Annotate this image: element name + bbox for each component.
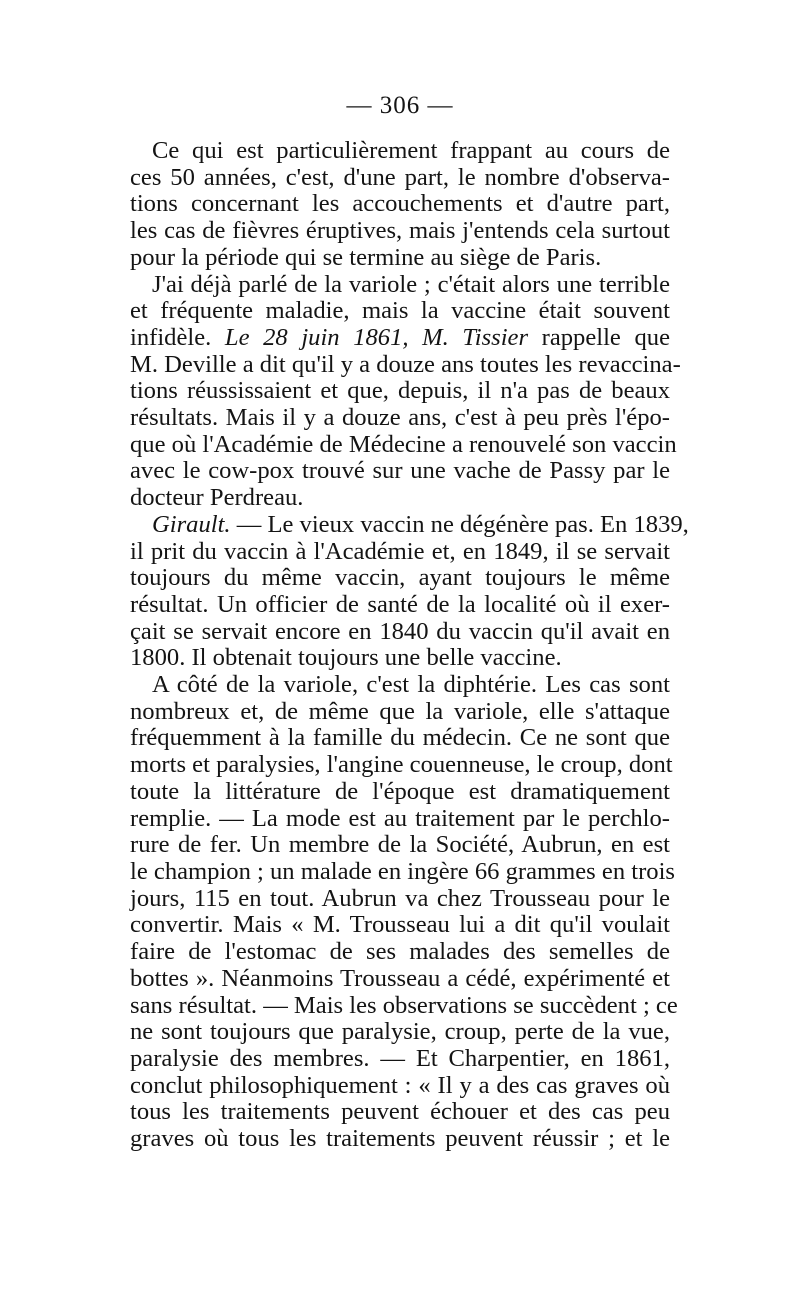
text-line: résultats. Mais il y a douze ans, c'est à peu près l'épo-	[130, 404, 670, 432]
text-line: toute la littérature de l'époque est dramatiquement	[130, 777, 670, 805]
text-line: A côté de la variole, c'est la diphtérie. Les cas sont	[152, 671, 670, 699]
text-line: J'ai déjà parlé de la variole ; c'était alors une terrible	[152, 270, 670, 298]
text-line: faire de l'estomac de ses malades des semelles de	[130, 938, 670, 966]
text-line: sans résultat. — Mais les observations se succèdent ; ce	[130, 991, 678, 1019]
text-line: que où l'Académie de Médecine a renouvelé son vaccin	[130, 430, 677, 458]
text-line: ne sont toujours que paralysie, croup, perte de la vue,	[130, 1018, 670, 1046]
text-line: jours, 115 en tout. Aubrun va chez Trousseau pour le	[130, 884, 670, 912]
text-line: bottes ». Néanmoins Trousseau a cédé, expérimenté et	[130, 964, 670, 992]
italic-text: Girault.	[152, 510, 231, 538]
text-line: çait se servait encore en 1840 du vaccin qu'il avait en	[130, 617, 670, 645]
text-line: docteur Perdreau.	[130, 484, 304, 512]
text-line: tions concernant les accouchements et d'autre part,	[130, 190, 670, 218]
text-line	[130, 510, 689, 539]
text-line: et fréquente maladie, mais la vaccine était souvent	[130, 297, 670, 325]
text-line	[130, 325, 670, 352]
text-line: pour la période qui se termine au siège de Paris.	[130, 243, 602, 271]
text-line: rure de fer. Un membre de la Société, Aubrun, en est	[130, 831, 670, 859]
text-line: tions réussissaient et que, depuis, il n'a pas de beaux	[130, 377, 670, 405]
page-number: — 306 —	[346, 92, 454, 119]
text-segment: infidèle.	[130, 323, 225, 351]
body-text	[130, 137, 689, 1153]
text-line: graves où tous les traitements peuvent réussir ; et le	[130, 1125, 670, 1153]
text-segment: rappelle que	[528, 323, 670, 351]
text-line: Ce qui est particulièrement frappant au cours de	[152, 137, 670, 164]
text-line: nombreux et, de même que la variole, elle s'attaque	[130, 697, 670, 725]
text-line: morts et paralysies, l'angine couenneuse, le croup, dont	[130, 751, 673, 779]
text-line: le champion ; un malade en ingère 66 grammes en trois	[130, 857, 675, 885]
text-line: 1800. Il obtenait toujours une belle vaccine.	[130, 644, 562, 672]
text-line: résultat. Un officier de santé de la localité où il exer-	[130, 590, 670, 618]
text-line: fréquemment à la famille du médecin. Ce ne sont que	[130, 724, 670, 752]
text-line: M. Deville a dit qu'il y a douze ans toutes les revaccina-	[130, 350, 681, 378]
text-line: remplie. — La mode est au traitement par le perchlo-	[130, 804, 670, 832]
text-line: convertir. Mais « M. Trousseau lui a dit qu'il voulait	[130, 911, 670, 939]
text-line: il prit du vaccin à l'Académie et, en 1849, il se servait	[130, 537, 670, 565]
text-line: conclut philosophiquement : « Il y a des cas graves où	[130, 1071, 670, 1099]
text-line: toujours du même vaccin, ayant toujours le même	[130, 564, 670, 592]
text-line: les cas de fièvres éruptives, mais j'entends cela surtout	[130, 217, 670, 245]
text-line: ces 50 années, c'est, d'une part, le nombre d'observa-	[130, 163, 670, 191]
text-line: paralysie des membres. — Et Charpentier, en 1861,	[130, 1044, 670, 1072]
text-line: avec le cow-pox trouvé sur une vache de Passy par le	[130, 457, 670, 485]
text-segment: — Le vieux vaccin ne dégénère pas. En 1839,	[230, 510, 689, 538]
italic-text: Le 28 juin 1861, M. Tissier	[224, 323, 529, 351]
text-line: tous les traitements peuvent échouer et des cas peu	[130, 1098, 670, 1126]
